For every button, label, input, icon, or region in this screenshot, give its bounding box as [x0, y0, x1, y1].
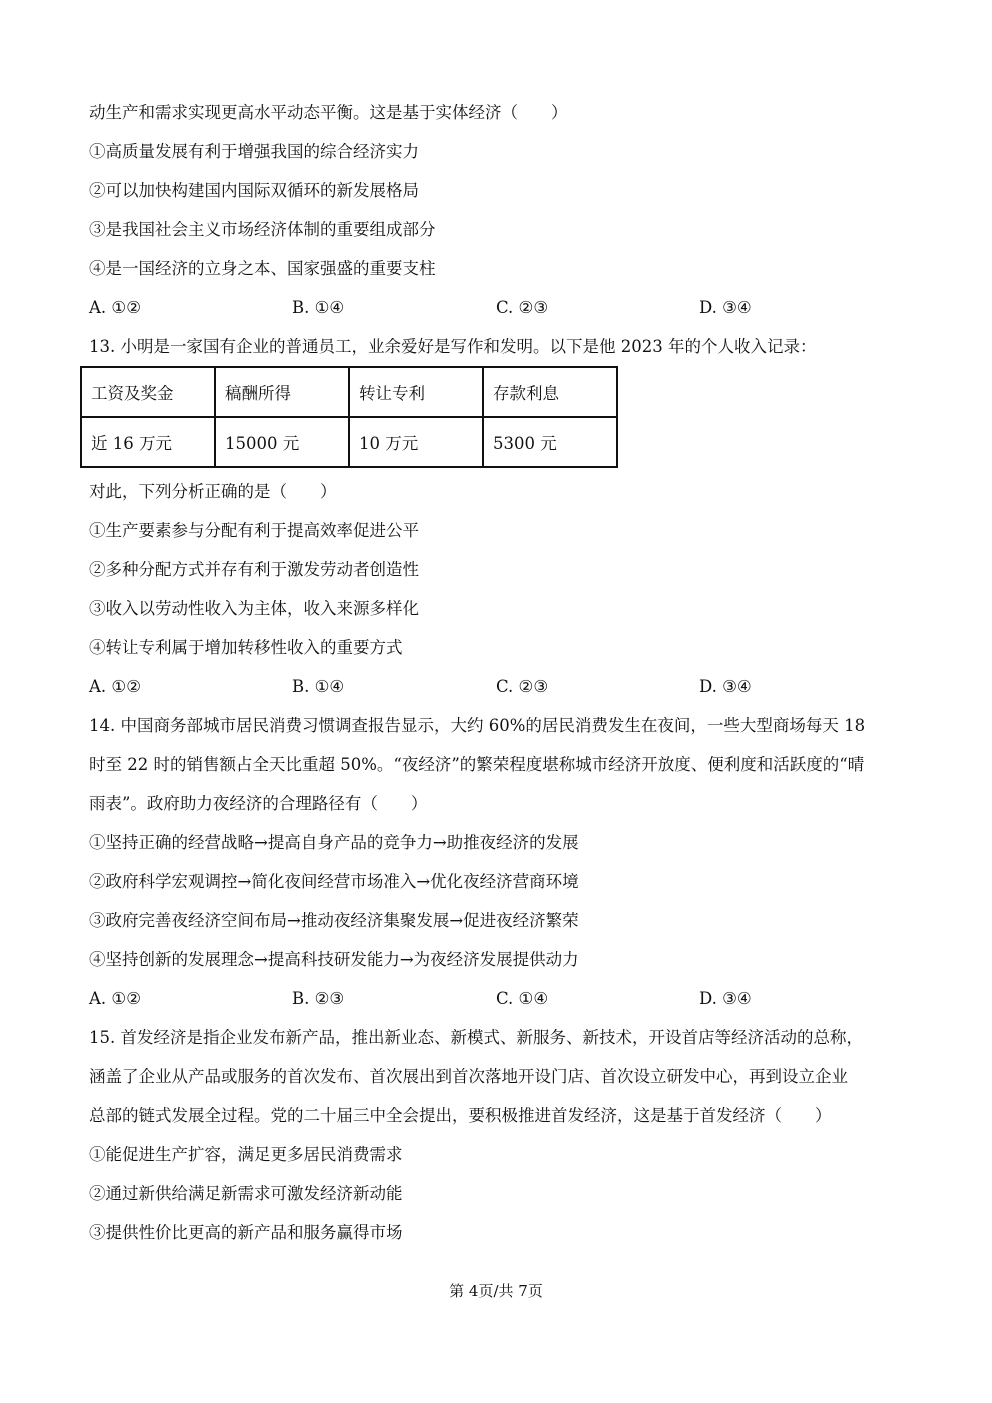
q12-option-a: A. ①②	[89, 298, 141, 317]
q14-option-a: A. ①②	[89, 989, 141, 1008]
q13-option-a: A. ①②	[89, 677, 141, 696]
q14-stem-line-3: 雨表”。政府助力夜经济的合理路径有（ ）	[89, 794, 428, 813]
income-value-interest: 5300 元	[483, 417, 617, 467]
q13-statement-4: ④转让专利属于增加转移性收入的重要方式	[89, 638, 403, 657]
q15-stem-line-2: 涵盖了企业从产品或服务的首次发布、首次展出到首次落地开设门店、首次设立研发中心，再到设立企业	[89, 1067, 848, 1086]
income-table-value-row	[81, 417, 617, 467]
q12-stem-end: 动生产和需求实现更高水平动态平衡。这是基于实体经济（ ）	[89, 103, 568, 122]
q12-statement-3: ③是我国社会主义市场经济体制的重要组成部分	[89, 220, 436, 239]
income-header-royalty: 稿酬所得	[215, 367, 349, 417]
q14-statement-4: ④坚持创新的发展理念→提高科技研发能力→为夜经济发展提供动力	[89, 950, 579, 969]
income-table	[80, 366, 618, 468]
q12-statement-1: ①高质量发展有利于增强我国的综合经济实力	[89, 142, 419, 161]
q13-option-d: D. ③④	[699, 677, 752, 696]
income-value-patent: 10 万元	[349, 417, 483, 467]
income-header-salary: 工资及奖金	[81, 367, 215, 417]
q15-stem-line-1: 15. 首发经济是指企业发布新产品，推出新业态、新模式、新服务、新技术，开设首店等经济活动的总称，	[89, 1028, 863, 1047]
q13-option-b: B. ①④	[292, 677, 345, 696]
q14-option-c: C. ①④	[496, 989, 549, 1008]
q15-stem-line-3: 总部的链式发展全过程。党的二十届三中全会提出，要积极推进首发经济，这是基于首发经济（ ）	[89, 1106, 832, 1125]
q15-statement-2: ②通过新供给满足新需求可激发经济新动能	[89, 1184, 403, 1203]
income-header-patent: 转让专利	[349, 367, 483, 417]
income-table-header-row	[81, 367, 617, 417]
q13-statement-1: ①生产要素参与分配有利于提高效率促进公平	[89, 521, 419, 540]
q12-statement-4: ④是一国经济的立身之本、国家强盛的重要支柱	[89, 259, 436, 278]
q14-option-b: B. ②③	[292, 989, 345, 1008]
q14-statement-1: ①坚持正确的经营战略→提高自身产品的竞争力→助推夜经济的发展	[89, 833, 579, 852]
q13-statement-3: ③收入以劳动性收入为主体，收入来源多样化	[89, 599, 419, 618]
q12-statement-2: ②可以加快构建国内国际双循环的新发展格局	[89, 181, 419, 200]
q12-option-d: D. ③④	[699, 298, 752, 317]
q13-question: 对此，下列分析正确的是（ ）	[89, 482, 337, 501]
page-footer: 第 4页/共 7页	[449, 1282, 543, 1300]
q14-stem-line-1: 14. 中国商务部城市居民消费习惯调查报告显示，大约 60%的居民消费发生在夜间，一些大型商场每天 18	[89, 716, 866, 735]
income-value-salary: 近 16 万元	[81, 417, 215, 467]
q12-options	[89, 297, 909, 319]
q13-options	[89, 676, 909, 698]
q15-statement-3: ③提供性价比更高的新产品和服务赢得市场	[89, 1223, 403, 1242]
q14-stem-line-2: 时至 22 时的销售额占全天比重超 50%。“夜经济”的繁荣程度堪称城市经济开放度、便利度和活跃度的“晴	[89, 755, 865, 774]
income-header-interest: 存款利息	[483, 367, 617, 417]
q13-stem: 13. 小明是一家国有企业的普通员工，业余爱好是写作和发明。以下是他 2023 年的个人收入记录：	[89, 337, 817, 356]
q14-option-d: D. ③④	[699, 989, 752, 1008]
income-value-royalty: 15000 元	[215, 417, 349, 467]
q12-option-b: B. ①④	[292, 298, 345, 317]
q12-option-c: C. ②③	[496, 298, 549, 317]
q15-statement-1: ①能促进生产扩容，满足更多居民消费需求	[89, 1145, 403, 1164]
q13-option-c: C. ②③	[496, 677, 549, 696]
q13-statement-2: ②多种分配方式并存有利于激发劳动者创造性	[89, 560, 419, 579]
q14-options	[89, 988, 909, 1010]
q14-statement-3: ③政府完善夜经济空间布局→推动夜经济集聚发展→促进夜经济繁荣	[89, 911, 579, 930]
q14-statement-2: ②政府科学宏观调控→简化夜间经营市场准入→优化夜经济营商环境	[89, 872, 579, 891]
